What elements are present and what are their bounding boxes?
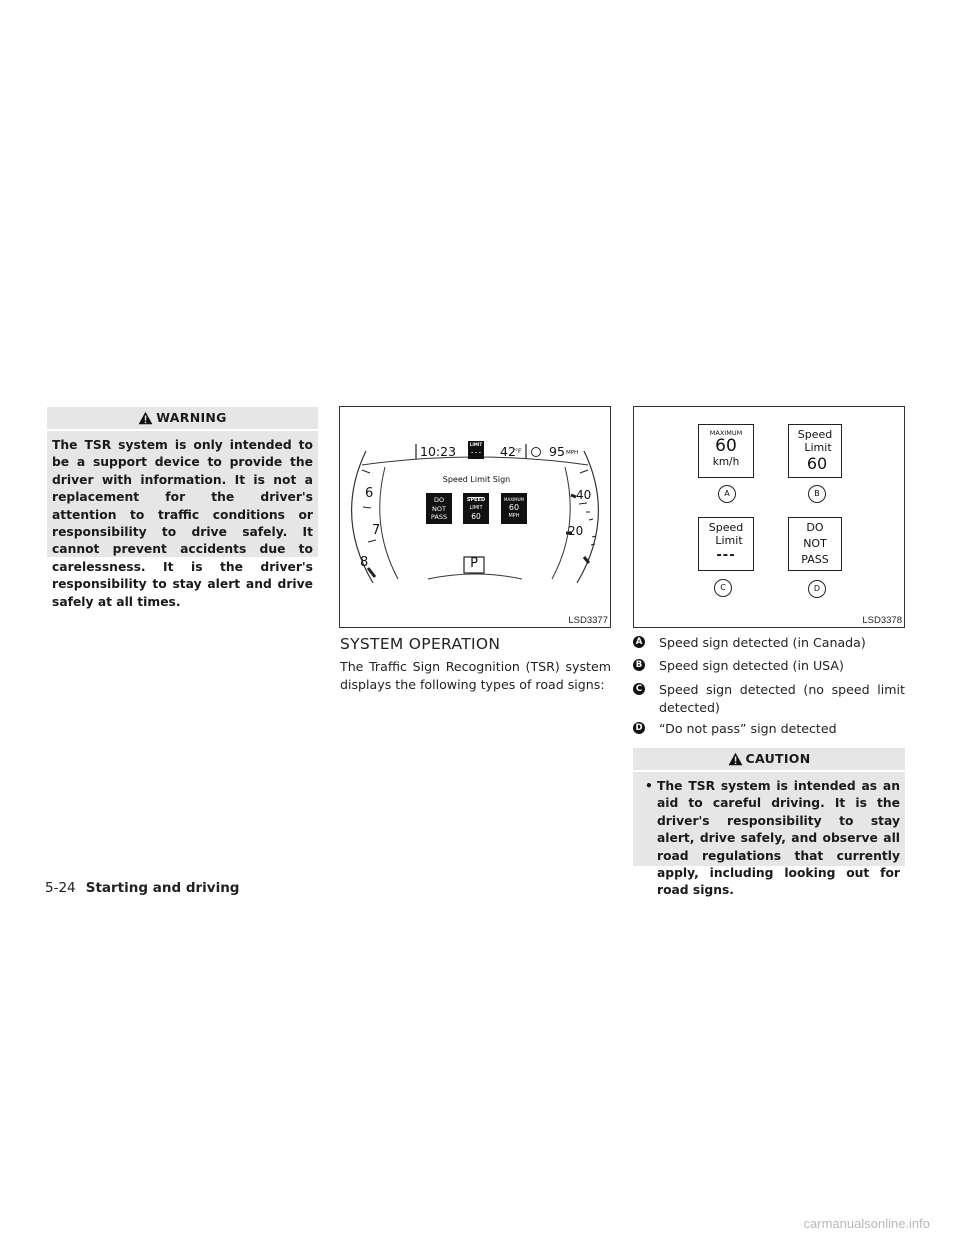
sign-a-line1: MAXIMUM [709, 429, 743, 437]
warning-box [47, 407, 318, 609]
sign-b-line2: Limit [804, 441, 832, 454]
list-item-text: Speed sign detected (in Canada) [659, 635, 866, 650]
sign-d [788, 517, 842, 571]
warning-triangle-icon [728, 752, 743, 766]
label-b-text: B [814, 489, 820, 498]
label-c-text: C [720, 583, 726, 592]
section-intro: The Traffic Sign Recognition (TSR) system displays the following types of road signs: [340, 659, 611, 692]
list-item [633, 634, 905, 652]
speedo-label-40: 40 [576, 488, 592, 502]
marker-a-icon: A [633, 636, 645, 648]
cluster-speed-limit-sign [463, 497, 489, 522]
sign-c-line1: Speed [708, 521, 744, 534]
sign-line: SPEED [466, 497, 486, 503]
cluster-speed: 95 [549, 444, 565, 459]
tach-label-7: 7 [372, 523, 381, 538]
chapter-title: Starting and driving [85, 880, 240, 896]
sign-a-line3: km/h [712, 456, 740, 468]
label-d-text: D [813, 584, 821, 593]
marker-d-icon: D [633, 722, 645, 734]
page-footer [45, 877, 239, 896]
cluster-speed-unit: MPH [566, 450, 579, 456]
speedo-label-20: 20 [568, 524, 584, 538]
list-item [633, 720, 905, 738]
cluster-do-not-pass-sign [426, 496, 452, 522]
list-item-text: Speed sign detected (no speed limit detected) [659, 682, 905, 715]
cluster-clock: 10:23 [420, 444, 457, 459]
label-a-text: A [724, 489, 730, 498]
cluster-temp-unit: °F [515, 448, 522, 455]
sign-line: 60 [471, 512, 481, 521]
sign-b-line1: Speed [797, 428, 833, 441]
sign-d-line3: PASS [801, 553, 829, 566]
watermark: carmanualsonline.info [803, 1216, 930, 1231]
bullet: • [645, 779, 653, 793]
sign-c-line2: Limit [715, 534, 743, 547]
list-item-text: “Do not pass” sign detected [659, 721, 837, 736]
speed-gauge-icon [530, 445, 542, 457]
marker-b-icon: B [633, 659, 645, 671]
caution-item [638, 778, 900, 900]
cluster-limit-icon-top: LIMIT [469, 442, 483, 447]
tach-label-6: 6 [365, 486, 374, 501]
label-c [714, 579, 732, 597]
caution-text: The TSR system is intended as an aid to careful driving. It is the driver's responsibility to stay alert, drive safely, and observe all road regulations that currently apply, including looking out for road signs. [657, 779, 900, 898]
tach-label-8: 8 [360, 555, 369, 570]
label-a [718, 485, 736, 503]
sign-d-line1: DO [806, 521, 824, 534]
sign-line: DO [433, 496, 445, 504]
sign-line: PASS [430, 513, 448, 521]
sign-line: NOT [432, 504, 446, 513]
sign-b [788, 424, 842, 478]
marker-c-icon: C [633, 683, 645, 695]
sign-a [698, 424, 754, 478]
list-item [633, 681, 905, 717]
sign-line: MPH [508, 513, 520, 519]
label-b [808, 485, 826, 503]
cluster-screen-title: Speed Limit Sign [442, 475, 511, 484]
warning-triangle-icon [138, 411, 153, 425]
label-d [808, 580, 826, 598]
sign-b-line3: 60 [806, 454, 828, 473]
caution-box [633, 748, 905, 898]
caution-heading-text: CAUTION [745, 751, 811, 766]
list-item [633, 657, 905, 675]
signs-figure [633, 406, 905, 628]
caution-list [638, 778, 900, 900]
warning-heading [47, 407, 318, 431]
cluster-limit-icon-bottom: - - - [471, 450, 481, 456]
page-number: 5-24 [45, 880, 76, 896]
cluster-figure [339, 406, 611, 628]
figure-code: LSD3378 [862, 615, 902, 626]
sign-c-line3: --- [716, 548, 736, 563]
sign-line: MAXIMUM [504, 497, 524, 502]
warning-text: The TSR system is only intended to be a support device to provide the driver with information. It is not a replacement for the driver's attention to traffic conditions or responsibility to drive safely. It cannot prevent accidents due to carelessness. It is the driver's responsibility to stay alert and drive safely at all times. [52, 438, 313, 609]
sign-a-line2: 60 [715, 436, 737, 456]
list-item-text: Speed sign detected (in USA) [659, 658, 844, 673]
cluster-temperature: 42 [500, 444, 516, 459]
sign-d-line2: NOT [803, 537, 827, 550]
sign-line: LIMIT [469, 504, 483, 511]
cluster-maximum-sign [501, 496, 527, 520]
figure-code: LSD3377 [568, 615, 608, 626]
cluster-gear: P [470, 556, 478, 571]
caution-heading [633, 748, 905, 772]
warning-heading-text: WARNING [156, 410, 227, 425]
section-title: SYSTEM OPERATION [340, 635, 501, 653]
sign-line: 60 [508, 503, 520, 512]
sign-c [698, 517, 754, 571]
